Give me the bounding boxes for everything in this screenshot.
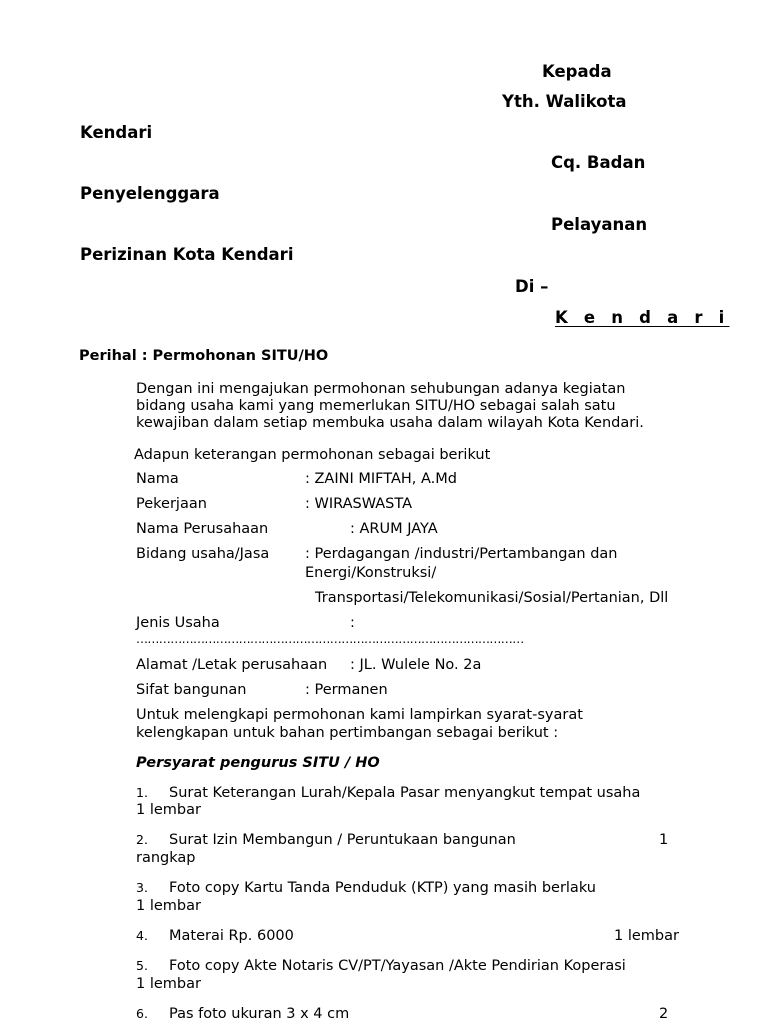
requirement-1-qty: 1 lembar — [136, 802, 201, 818]
requirement-number: 4. — [136, 928, 148, 943]
requirement-6 — [136, 1006, 349, 1022]
requirement-number: 3. — [136, 880, 148, 895]
sifat-label: Sifat bangunan — [136, 682, 247, 698]
requirement-4-qty: 1 lembar — [614, 928, 679, 944]
bidang-value-3: Transportasi/Telekomunikasi/Sosial/Pertanian, Dll — [315, 590, 669, 606]
requirement-number: 6. — [136, 1006, 148, 1021]
bidang-value-2: Energi/Konstruksi/ — [305, 565, 437, 581]
requirement-3-qty: 1 lembar — [136, 898, 201, 914]
address-yth: Yth. Walikota — [502, 92, 627, 111]
requirement-text: Foto copy Akte Notaris CV/PT/Yayasan /Akte Pendirian Koperasi — [169, 958, 626, 974]
requirement-number: 1. — [136, 785, 148, 800]
address-di: Di – — [515, 277, 549, 296]
bidang-value-1: : Perdagangan /industri/Pertambangan dan — [305, 546, 618, 562]
requirement-text: Foto copy Kartu Tanda Penduduk (KTP) yang masih berlaku — [169, 880, 596, 896]
perusahaan-label: Nama Perusahaan — [136, 521, 269, 537]
nama-label: Nama — [136, 471, 179, 487]
bidang-label: Bidang usaha/Jasa — [136, 546, 270, 562]
requirement-2-qty-b: rangkap — [136, 850, 196, 866]
requirement-text: Surat Izin Membangun / Peruntukaan bangunan — [169, 832, 516, 848]
requirement-text: Pas foto ukuran 3 x 4 cm — [169, 1006, 350, 1022]
address-pelayanan: Pelayanan — [551, 215, 648, 234]
jenis-value: : — [350, 615, 355, 631]
jenis-label: Jenis Usaha — [136, 615, 220, 631]
pekerjaan-value: : WIRASWASTA — [305, 496, 413, 512]
lampiran-line-1: Untuk melengkapi permohonan kami lampirkan syarat-syarat — [136, 707, 583, 723]
address-penyelenggara: Penyelenggara — [80, 184, 220, 203]
address-kepada: Kepada — [542, 62, 612, 81]
requirement-text: Materai Rp. 6000 — [169, 928, 294, 944]
address-cq: Cq. Badan — [551, 153, 646, 172]
perusahaan-value: : ARUM JAYA — [350, 521, 438, 537]
requirement-6-qty: 2 — [659, 1006, 669, 1022]
requirement-number: 2. — [136, 832, 148, 847]
requirement-text: Surat Keterangan Lurah/Kepala Pasar menyangkut tempat usaha — [169, 785, 641, 801]
jenis-dotted-line: ………………………………………………………………………………………… — [136, 632, 524, 646]
requirement-number: 5. — [136, 958, 148, 973]
requirement-5-qty: 1 lembar — [136, 976, 201, 992]
alamat-value: : JL. Wulele No. 2a — [350, 657, 482, 673]
alamat-label: Alamat /Letak perusahaan — [136, 657, 328, 673]
intro-paragraph: Dengan ini mengajukan permohonan sehubungan adanya kegiatan bidang usaha kami yang memerlukan SITU/HO sebagai salah satu kewajiban dalam setiap membuka usaha dalam wilayah Kota Kendari. — [136, 381, 644, 431]
pekerjaan-label: Pekerjaan — [136, 496, 207, 512]
persyarat-heading: Persyarat pengurus SITU / HO — [136, 755, 380, 771]
address-perizinan: Perizinan Kota Kendari — [80, 245, 294, 264]
requirement-4 — [136, 928, 294, 944]
address-kendari-spaced: K e n d a r i — [555, 308, 730, 327]
requirement-5 — [136, 958, 626, 974]
perihal: Perihal : Permohonan SITU/HO — [79, 348, 329, 364]
lampiran-line-2: kelengkapan untuk bahan pertimbangan sebagai berikut : — [136, 725, 559, 741]
requirement-2 — [136, 832, 516, 848]
address-kendari: Kendari — [80, 123, 153, 142]
requirement-3 — [136, 880, 596, 896]
nama-value: : ZAINI MIFTAH, A.Md — [305, 471, 457, 487]
sifat-value: : Permanen — [305, 682, 388, 698]
requirement-1 — [136, 785, 640, 801]
adapun-line: Adapun keterangan permohonan sebagai berikut — [134, 447, 491, 463]
requirement-2-qty-a: 1 — [659, 832, 669, 848]
